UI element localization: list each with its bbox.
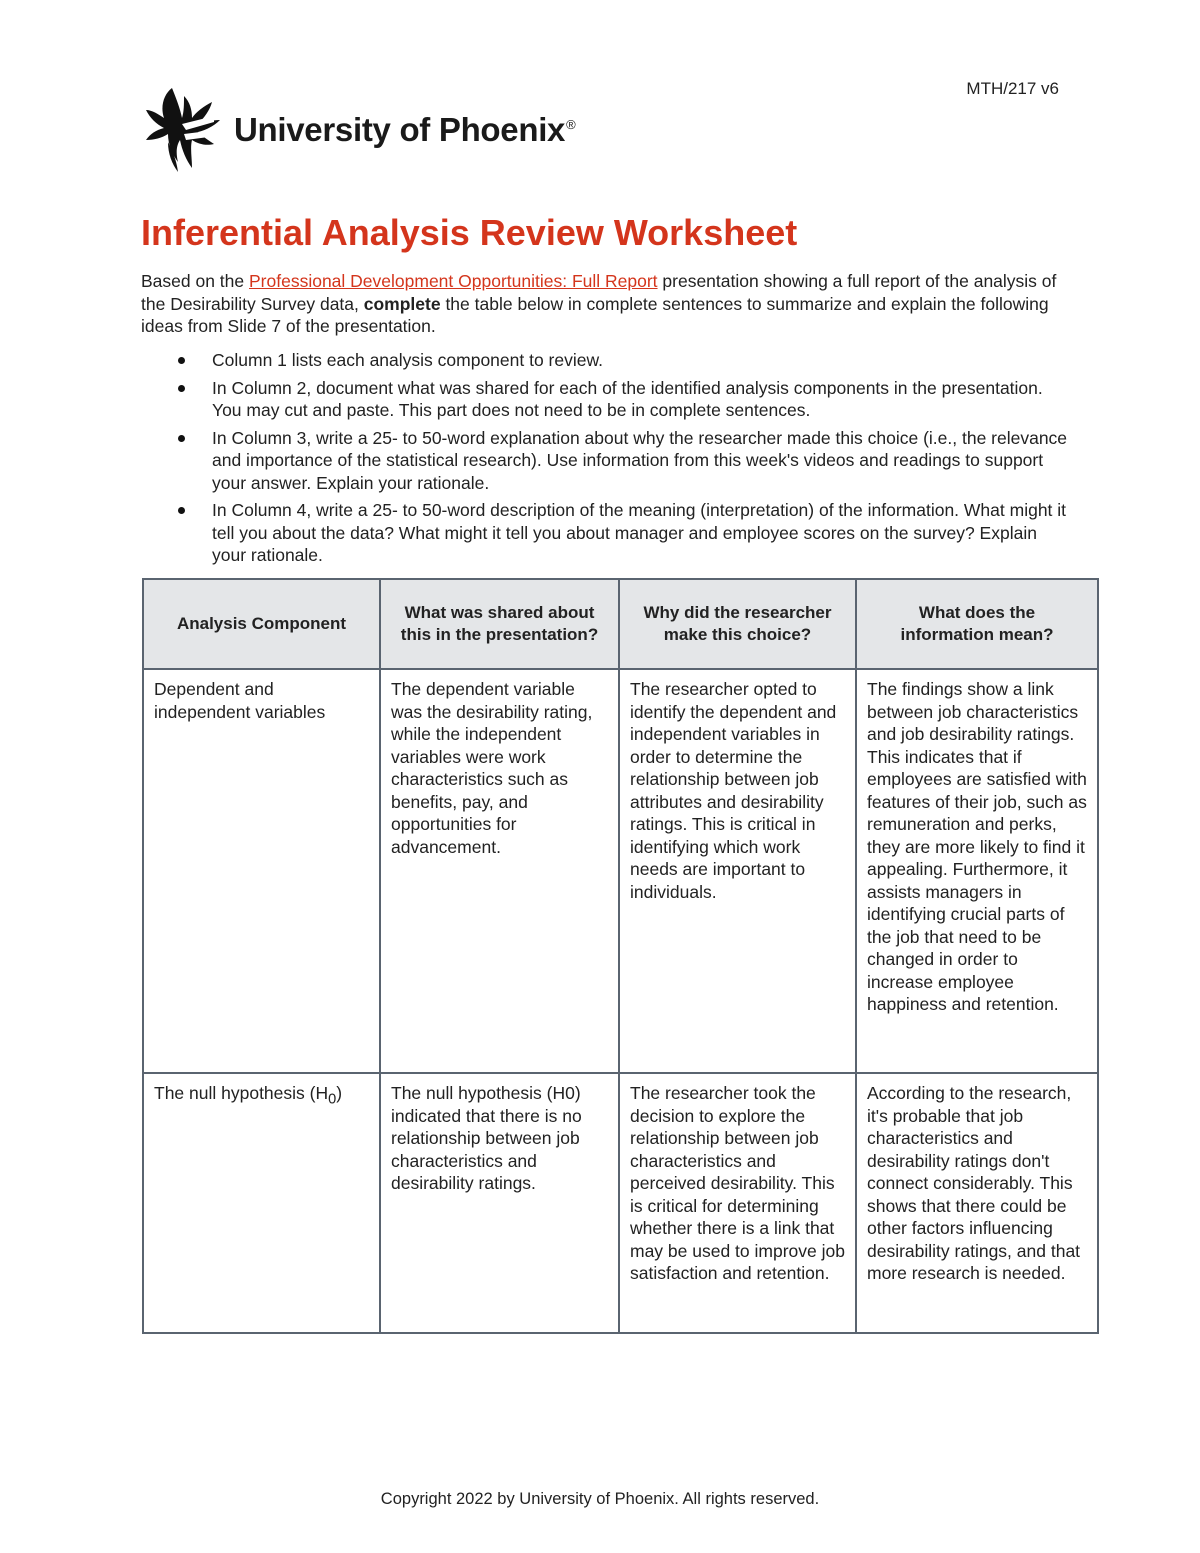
intro-prefix: Based on the [141, 271, 249, 291]
header-what-shared: What was shared about this in the presentation? [380, 579, 619, 669]
instruction-item [141, 349, 1071, 372]
instruction-item [141, 377, 1071, 422]
review-table [142, 578, 1099, 1334]
intro-paragraph [141, 270, 1071, 338]
phoenix-bird-icon [142, 84, 222, 176]
instruction-item [141, 499, 1071, 567]
bullet-icon [178, 357, 185, 364]
null-hypothesis-suffix: ) [336, 1083, 343, 1103]
intro-middle: presentation showing a full report of the analysis of the Desirability Survey data, [141, 271, 1057, 314]
instruction-text: In Column 2, document what was shared for each of the identified analysis components in the presentation. You may cut and paste. This part does not need to be in complete sentences. [212, 377, 1043, 420]
cell-meaning: The findings show a link between job characteristics and job desirability ratings. This indicates that if employees are satisfied with features of their job, such as remuneration and perks, they are more likely to find it appealing. Furthermore, it assists managers in identifying crucial parts of the job that need to be changed in order to increase employee happiness and retention. [856, 669, 1098, 1073]
instruction-list [141, 349, 1071, 572]
cell-shared: The dependent variable was the desirability rating, while the independent variables were work characteristics such as benefits, pay, and opportunities for advancement. [380, 669, 619, 1073]
intro-bold: complete [363, 293, 441, 314]
cell-component: Dependent and independent variables [143, 669, 380, 1073]
null-hypothesis-subscript: 0 [328, 1091, 337, 1108]
instruction-text: Column 1 lists each analysis component to review. [212, 350, 604, 370]
university-logo [142, 84, 575, 176]
copyright-footer: Copyright 2022 by University of Phoenix. All rights reserved. [380, 1490, 820, 1508]
cell-why: The researcher took the decision to explore the relationship between job characteristics and perceived desirability. This is critical for determining whether there is a link that may be used to improve job satisfaction and retention. [619, 1073, 856, 1333]
instruction-item [141, 427, 1071, 495]
header-meaning: What does the information mean? [856, 579, 1098, 669]
bullet-icon [178, 385, 185, 392]
logo-wordmark [234, 111, 575, 149]
table-row [143, 669, 1098, 1073]
cell-why: The researcher opted to identify the dependent and independent variables in order to determine the relationship between job attributes and desirability ratings. This is critical in identifying which work needs are important to individuals. [619, 669, 856, 1073]
logo-text: University of Phoenix [234, 111, 566, 148]
course-code: MTH/217 v6 [966, 79, 1059, 98]
header-why-choice: Why did the researcher make this choice? [619, 579, 856, 669]
header-analysis-component: Analysis Component [143, 579, 380, 669]
instruction-text: In Column 4, write a 25- to 50-word description of the meaning (interpretation) of the information. What might it tell you about the data? What might it tell you about manager and employee scores on the survey? Explain your rationale. [212, 500, 1067, 565]
table-header-row [143, 579, 1098, 669]
null-hypothesis-prefix: The null hypothesis (H [154, 1083, 329, 1103]
full-report-link[interactable]: Professional Development Opportunities: Full Report [249, 271, 658, 291]
bullet-icon [178, 507, 185, 514]
cell-component [143, 1073, 380, 1333]
cell-shared: The null hypothesis (H0) indicated that there is no relationship between job characteristics and desirability ratings. [380, 1073, 619, 1333]
cell-meaning: According to the research, it's probable that job characteristics and desirability ratings don't connect considerably. This shows that there could be other factors influencing desirability ratings, and that more research is needed. [856, 1073, 1098, 1333]
instruction-text: In Column 3, write a 25- to 50-word explanation about why the researcher made this choice (i.e., the relevance and importance of the statistical research). Use information from this week's videos and readings to support your answer. Explain your rationale. [212, 427, 1068, 493]
registered-mark: ® [566, 117, 576, 132]
table-row [143, 1073, 1098, 1333]
page-title: Inferential Analysis Review Worksheet [141, 212, 798, 253]
intro-suffix: the table below in complete sentences to summarize and explain the following ideas from Slide 7 of the presentation. [141, 293, 1049, 336]
bullet-icon [178, 435, 185, 442]
